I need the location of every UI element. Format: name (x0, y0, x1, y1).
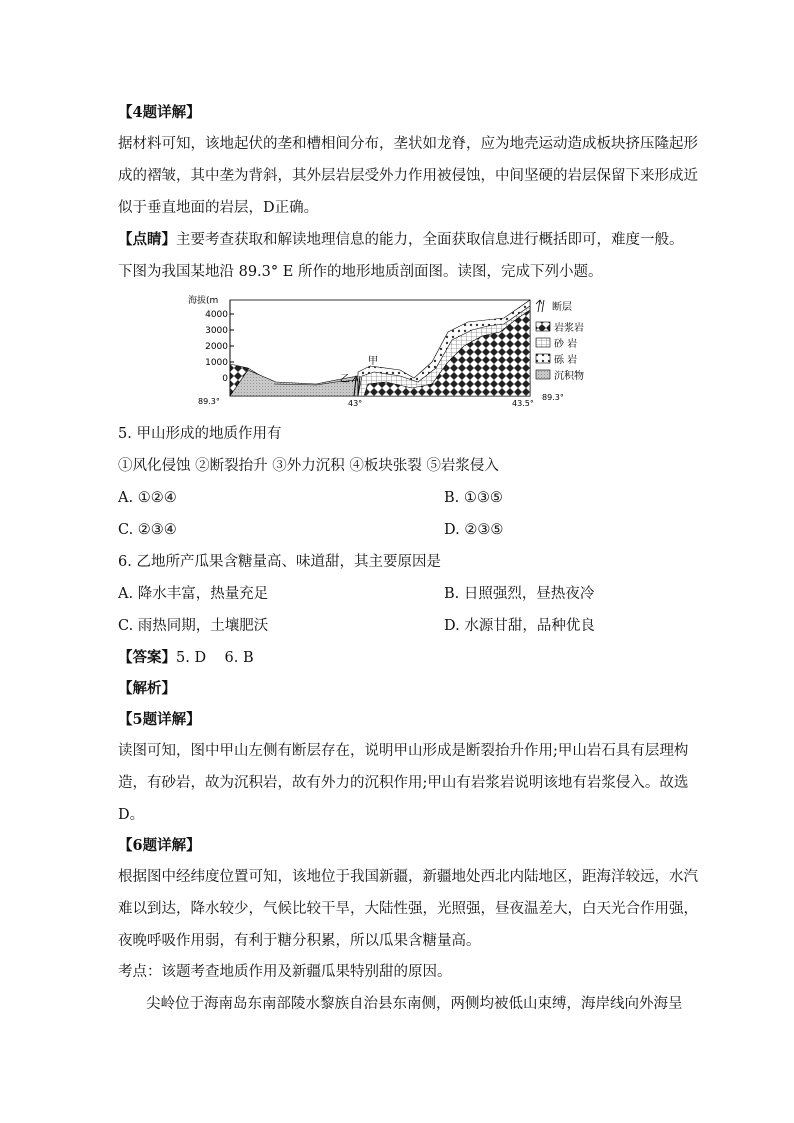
label-yi: 乙 (340, 374, 350, 385)
q4-header: 【4题详解】 (118, 104, 201, 121)
answer-text: 5. D 6. B (176, 650, 254, 666)
x-tick-43: 43° (348, 399, 363, 408)
y-tick: 2000 (205, 342, 228, 352)
q5-stem: 5. 甲山形成的地质作用有 (118, 426, 282, 442)
y-tick: 3000 (205, 326, 228, 336)
y-tick: 4000 (205, 310, 228, 320)
dianjing-paragraph (118, 230, 684, 250)
answer-paragraph (118, 648, 254, 668)
q5-line-3: D。 (118, 807, 145, 823)
y-axis-label: 海拔(m (188, 296, 219, 306)
q5-option-a: A. ①②④ (118, 490, 177, 506)
kaodian-text: 考点：该题考查地质作用及新疆瓜果特别甜的原因。 (118, 964, 452, 980)
q5-line-2: 造，有砂岩，故为沉积岩，故有外力的沉积作用;甲山有岩浆岩说明该地有岩浆侵入。故选 (118, 775, 689, 791)
dianjing-label: 【点睛】 (118, 231, 176, 248)
legend-sediment: 沉积物 (554, 371, 584, 382)
q6-header: 【6题详解】 (118, 837, 201, 854)
q6-line-2: 难以到达，降水较少，气候比较干旱，大陆性强，光照强，昼夜温差大，白天光合作用强， (118, 901, 698, 917)
y-tick: 0 (222, 374, 228, 384)
x-tick-43-5: 43.5° (512, 399, 534, 408)
q6-option-b: B. 日照强烈，昼热夜冷 (444, 586, 595, 602)
label-jia: 甲 (368, 356, 378, 367)
legend-sandstone: 砂 岩 (554, 339, 578, 350)
left-longitude: 89.3° (198, 397, 220, 406)
q4-line-1: 据材料可知，该地起伏的垄和槽相间分布，垄状如龙脊，应为地壳运动造成板块挤压隆起形 (118, 136, 698, 152)
dianjing-text: 主要考查获取和解读地理信息的能力，全面获取信息进行概括即可，难度一般。 (176, 232, 684, 248)
legend-fault: 断层 (552, 302, 572, 313)
next-question-paragraph: 尖岭位于海南岛东南部陵水黎族自治县东南侧，两侧均被低山束缚，海岸线向外海呈 (146, 996, 683, 1012)
answer-label: 【答案】 (118, 649, 176, 666)
q6-option-a: A. 降水丰富，热量充足 (118, 586, 269, 602)
q5-option-d: D. ②③⑤ (444, 522, 504, 538)
q6-line-1: 根据图中经纬度位置可知，该地位于我国新疆，新疆地处西北内陆地区，距海洋较远，水汽 (118, 869, 698, 885)
q6-line-3: 夜晚呼吸作用弱，有利于糖分积累，所以瓜果含糖量高。 (118, 933, 481, 949)
right-longitude: 89.3° (542, 393, 564, 402)
q5-option-c: C. ②③④ (118, 522, 177, 538)
q5-line-1: 读图可知，图中甲山左侧有断层存在，说明甲山形成是断裂抬升作用;甲山岩石具有层理构 (118, 743, 689, 759)
geologic-profile-figure (186, 292, 616, 410)
legend-magma: 岩浆岩 (554, 323, 584, 334)
y-tick: 1000 (205, 358, 228, 368)
q6-option-d: D. 水源甘甜，品种优良 (444, 618, 595, 634)
legend-conglomerate: 砾 岩 (554, 355, 578, 366)
jiexi-label: 【解析】 (118, 680, 176, 697)
q5-header: 【5题详解】 (118, 711, 201, 728)
legend (536, 300, 584, 382)
q4-line-3: 似于垂直地面的岩层，D正确。 (118, 200, 319, 216)
q6-option-c: C. 雨热同期，土壤肥沃 (118, 618, 269, 634)
q4-line-2: 成的褶皱，其中垄为背斜，其外层岩层受外力作用被侵蚀，中间坚硬的岩层保留下来形成近 (118, 168, 698, 184)
q5-option-b: B. ①③⑤ (444, 490, 503, 506)
q6-stem: 6. 乙地所产瓜果含糖量高、味道甜，其主要原因是 (118, 554, 441, 570)
q5-items: ①风化侵蚀 ②断裂抬升 ③外力沉积 ④板块张裂 ⑤岩浆侵入 (118, 458, 499, 474)
intro-text: 下图为我国某地沿 89.3° E 所作的地形地质剖面图。读图，完成下列小题。 (118, 264, 603, 280)
